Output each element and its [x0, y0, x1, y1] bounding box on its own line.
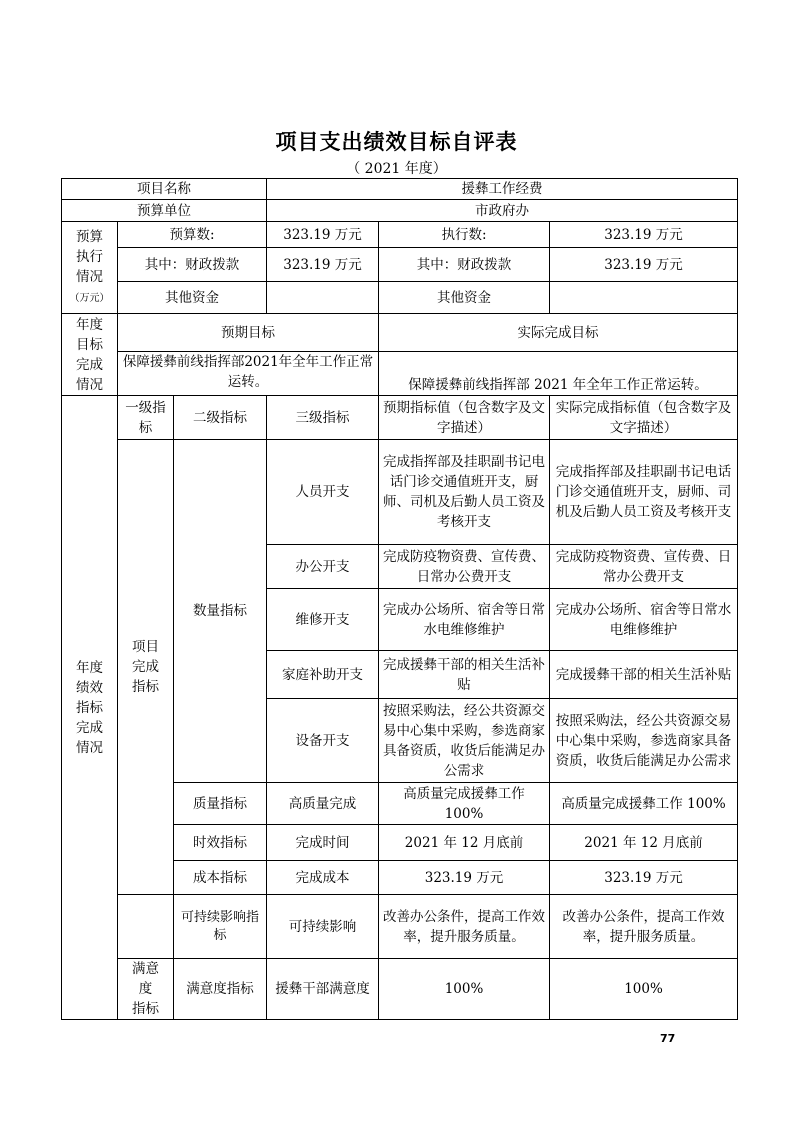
timeliness-indicator-label: 时效指标 — [174, 825, 267, 861]
expected-value: 完成办公场所、宿舍等日常水电维修维护 — [379, 589, 550, 651]
page-number: 77 — [660, 1032, 676, 1045]
project-name-label: 项目名称 — [62, 179, 267, 200]
satisfaction-level1-label: 满意 度 指标 — [118, 959, 174, 1020]
expected-value-header: 预期指标值（包含数字及文字描述） — [379, 396, 550, 440]
level3-indicator: 完成成本 — [267, 861, 379, 895]
budget-amount-value: 323.19 万元 — [267, 222, 379, 248]
other-funds-row — [62, 282, 738, 314]
level3-indicator-header: 三级指标 — [267, 396, 379, 440]
expected-value: 改善办公条件，提高工作效率，提升服务质量。 — [379, 895, 550, 959]
fiscal-allocation-exec-label: 其中：财政拨款 — [379, 248, 550, 282]
actual-value: 高质量完成援彝工作 100% — [550, 783, 738, 825]
other-funds-exec-label: 其他资金 — [379, 282, 550, 314]
satisfaction-indicator-label: 满意度指标 — [174, 959, 267, 1020]
page-subtitle-year: （ 2021 年度） — [346, 161, 447, 177]
actual-value: 完成援彝干部的相关生活补贴 — [550, 651, 738, 699]
budget-unit-row — [62, 200, 738, 222]
level2-indicator-header: 二级指标 — [174, 396, 267, 440]
table-row — [62, 959, 738, 1020]
fiscal-allocation-row — [62, 248, 738, 282]
annual-goals-header-row — [62, 314, 738, 352]
quantity-indicator-label: 数量指标 — [174, 440, 267, 783]
expected-goal-header: 预期目标 — [118, 314, 379, 352]
budget-amount-row — [62, 222, 738, 248]
execution-label: 执行数: — [379, 222, 550, 248]
performance-section-label: 年度 绩效 指标 完成 情况 — [62, 396, 118, 1020]
budget-unit-label: 预算单位 — [62, 200, 267, 222]
level3-indicator: 办公开支 — [267, 545, 379, 589]
actual-value: 按照采购法，经公共资源交易中心集中采购，参选商家具备资质，收货后能满足办公需求 — [550, 699, 738, 783]
level3-indicator: 援彝干部满意度 — [267, 959, 379, 1020]
level3-indicator: 可持续影响 — [267, 895, 379, 959]
empty-level1-cell — [118, 895, 174, 959]
actual-value-header: 实际完成指标值（包含数字及文字描述） — [550, 396, 738, 440]
expected-value: 完成防疫物资费、宣传费、日常办公费开支 — [379, 545, 550, 589]
actual-value: 323.19 万元 — [550, 861, 738, 895]
level1-indicator-header: 一级指标 — [118, 396, 174, 440]
actual-value: 完成办公场所、宿舍等日常水电维修维护 — [550, 589, 738, 651]
expected-value: 完成指挥部及挂职副书记电话门诊交通值班开支，厨师、司机及后勤人员工资及考核开支 — [379, 440, 550, 545]
level3-indicator: 人员开支 — [267, 440, 379, 545]
actual-value: 完成指挥部及挂职副书记电话门诊交通值班开支，厨师、司机及后勤人员工资及考核开支 — [550, 440, 738, 545]
quality-indicator-label: 质量指标 — [174, 783, 267, 825]
level3-indicator: 高质量完成 — [267, 783, 379, 825]
indicator-header-row — [62, 396, 738, 440]
actual-value: 改善办公条件，提高工作效率，提升服务质量。 — [550, 895, 738, 959]
level3-indicator: 家庭补助开支 — [267, 651, 379, 699]
annual-goals-content-row — [62, 352, 738, 396]
expected-value: 323.19 万元 — [379, 861, 550, 895]
sustainable-indicator-label: 可持续影响指标 — [174, 895, 267, 959]
level3-indicator: 设备开支 — [267, 699, 379, 783]
expected-value: 100% — [379, 959, 550, 1020]
project-name-value: 援彝工作经费 — [267, 179, 738, 200]
expected-value: 按照采购法，经公共资源交易中心集中采购，参选商家具备资质，收货后能满足办公需求 — [379, 699, 550, 783]
self-evaluation-table — [61, 178, 738, 1020]
expected-value: 完成援彝干部的相关生活补贴 — [379, 651, 550, 699]
actual-goal-header: 实际完成目标 — [379, 314, 738, 352]
level3-indicator: 维修开支 — [267, 589, 379, 651]
expected-value: 2021 年 12 月底前 — [379, 825, 550, 861]
level3-indicator: 完成时间 — [267, 825, 379, 861]
expected-value: 高质量完成援彝工作 100% — [379, 783, 550, 825]
project-name-row — [62, 179, 738, 200]
other-funds-label: 其他资金 — [118, 282, 267, 314]
actual-goal-text: 保障援彝前线指挥部 2021 年全年工作正常运转。 — [379, 352, 738, 396]
actual-value: 2021 年 12 月底前 — [550, 825, 738, 861]
fiscal-allocation-label: 其中：财政拨款 — [118, 248, 267, 282]
actual-value: 完成防疫物资费、宣传费、日常办公费开支 — [550, 545, 738, 589]
execution-value: 323.19 万元 — [550, 222, 738, 248]
budget-section-label: 预算 执行 情况 （万元） — [62, 222, 118, 314]
actual-value: 100% — [550, 959, 738, 1020]
page-title: 项目支出绩效目标自评表 — [275, 129, 518, 154]
expected-goal-text: 保障援彝前线指挥部2021年全年工作正常运转。 — [118, 352, 379, 396]
cost-indicator-label: 成本指标 — [174, 861, 267, 895]
annual-goals-section-label: 年度 目标 完成 情况 — [62, 314, 118, 396]
budget-amount-label: 预算数: — [118, 222, 267, 248]
other-funds-budget-value — [267, 282, 379, 314]
budget-unit-value: 市政府办 — [267, 200, 738, 222]
fiscal-allocation-budget-value: 323.19 万元 — [267, 248, 379, 282]
fiscal-allocation-exec-value: 323.19 万元 — [550, 248, 738, 282]
table-row — [62, 895, 738, 959]
project-completion-label: 项目 完成 指标 — [118, 440, 174, 895]
other-funds-exec-value — [550, 282, 738, 314]
table-row — [62, 440, 738, 545]
